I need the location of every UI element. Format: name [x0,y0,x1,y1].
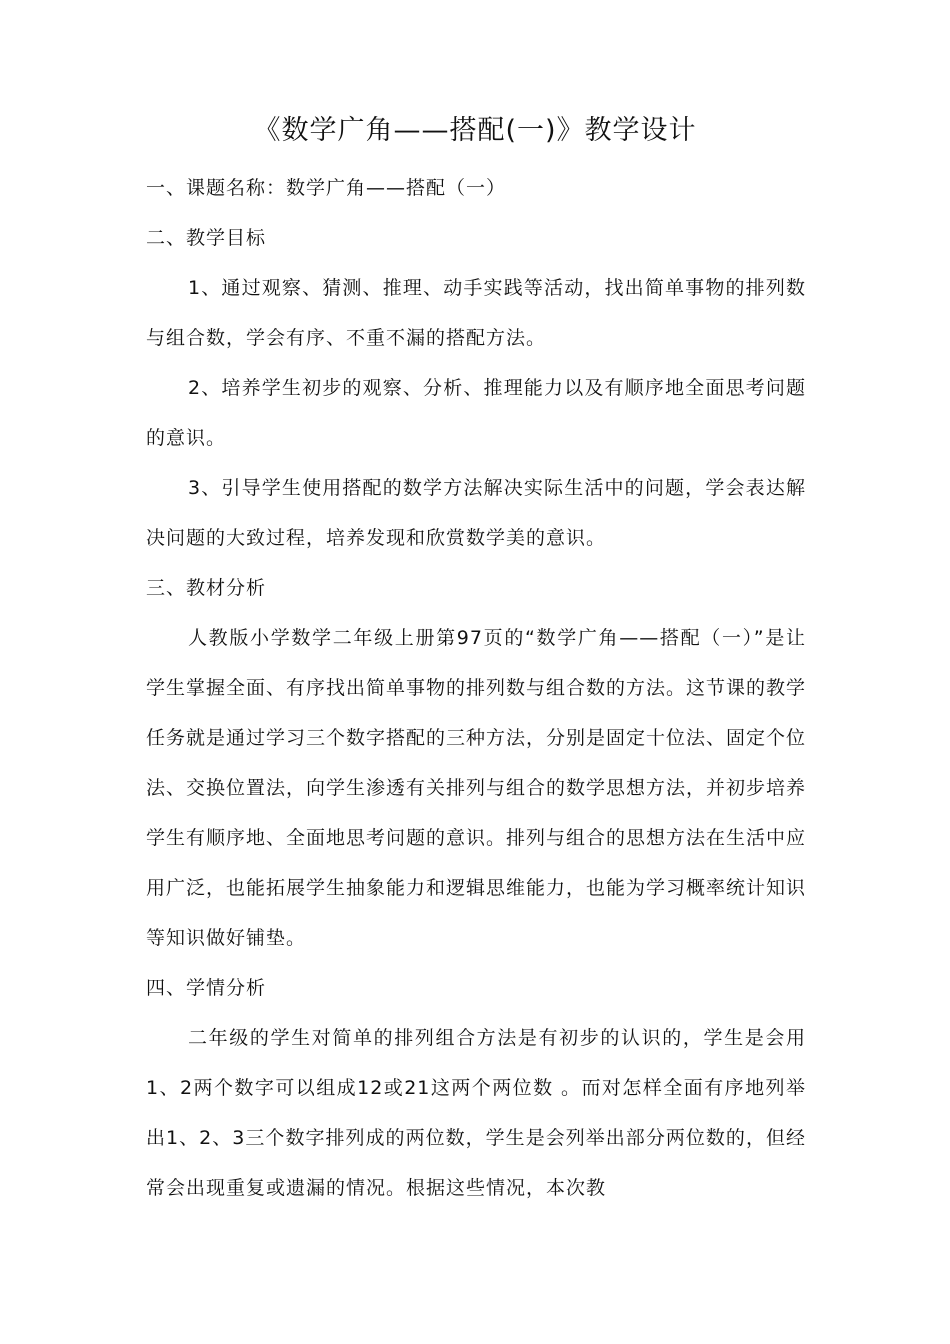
section-heading-objectives: 二、教学目标 [146,227,267,249]
objective-1: 1、通过观察、猜测、推理、动手实践等活动，找出简单事物的排列数与组合数，学会有序、不重不漏的搭配方法。 [146,277,806,349]
objective-2: 2、培养学生初步的观察、分析、推理能力以及有顺序地全面思考问题的意识。 [146,377,806,449]
document-body [146,163,806,1213]
section-heading-topic: 一、课题名称：数学广角——搭配（一） [146,177,507,199]
textbook-analysis-paragraph: 人教版小学数学二年级上册第97页的“数学广角——搭配（一）”是让学生掌握全面、有序找出简单事物的排列数与组合数的方法。这节课的教学任务就是通过学习三个数字搭配的三种方法，分别是固定十位法、固定个位法、交换位置法，向学生渗透有关排列与组合的数学思想方法，并初步培养学生有顺序地、全面地思考问题的意识。排列与组合的思想方法在生活中应用广泛，也能拓展学生抽象能力和逻辑思维能力，也能为学习概率统计知识等知识做好铺垫。 [146,627,807,949]
section-heading-student-analysis: 四、学情分析 [146,977,267,999]
objective-3: 3、引导学生使用搭配的数学方法解决实际生活中的问题，学会表达解决问题的大致过程，培养发现和欣赏数学美的意识。 [146,477,806,549]
student-analysis-paragraph: 二年级的学生对简单的排列组合方法是有初步的认识的，学生是会用1、2两个数字可以组成12或21这两个两位数 。而对怎样全面有序地列举出1、2、3三个数字排列成的两位数，学生是会列举出部分两位数的，但经常会出现重复或遗漏的情况。根据这些情况，本次教 [146,1027,806,1199]
section-heading-textbook-analysis: 三、教材分析 [146,577,267,599]
document-title: 《数学广角——搭配(一)》教学设计 [253,115,697,146]
